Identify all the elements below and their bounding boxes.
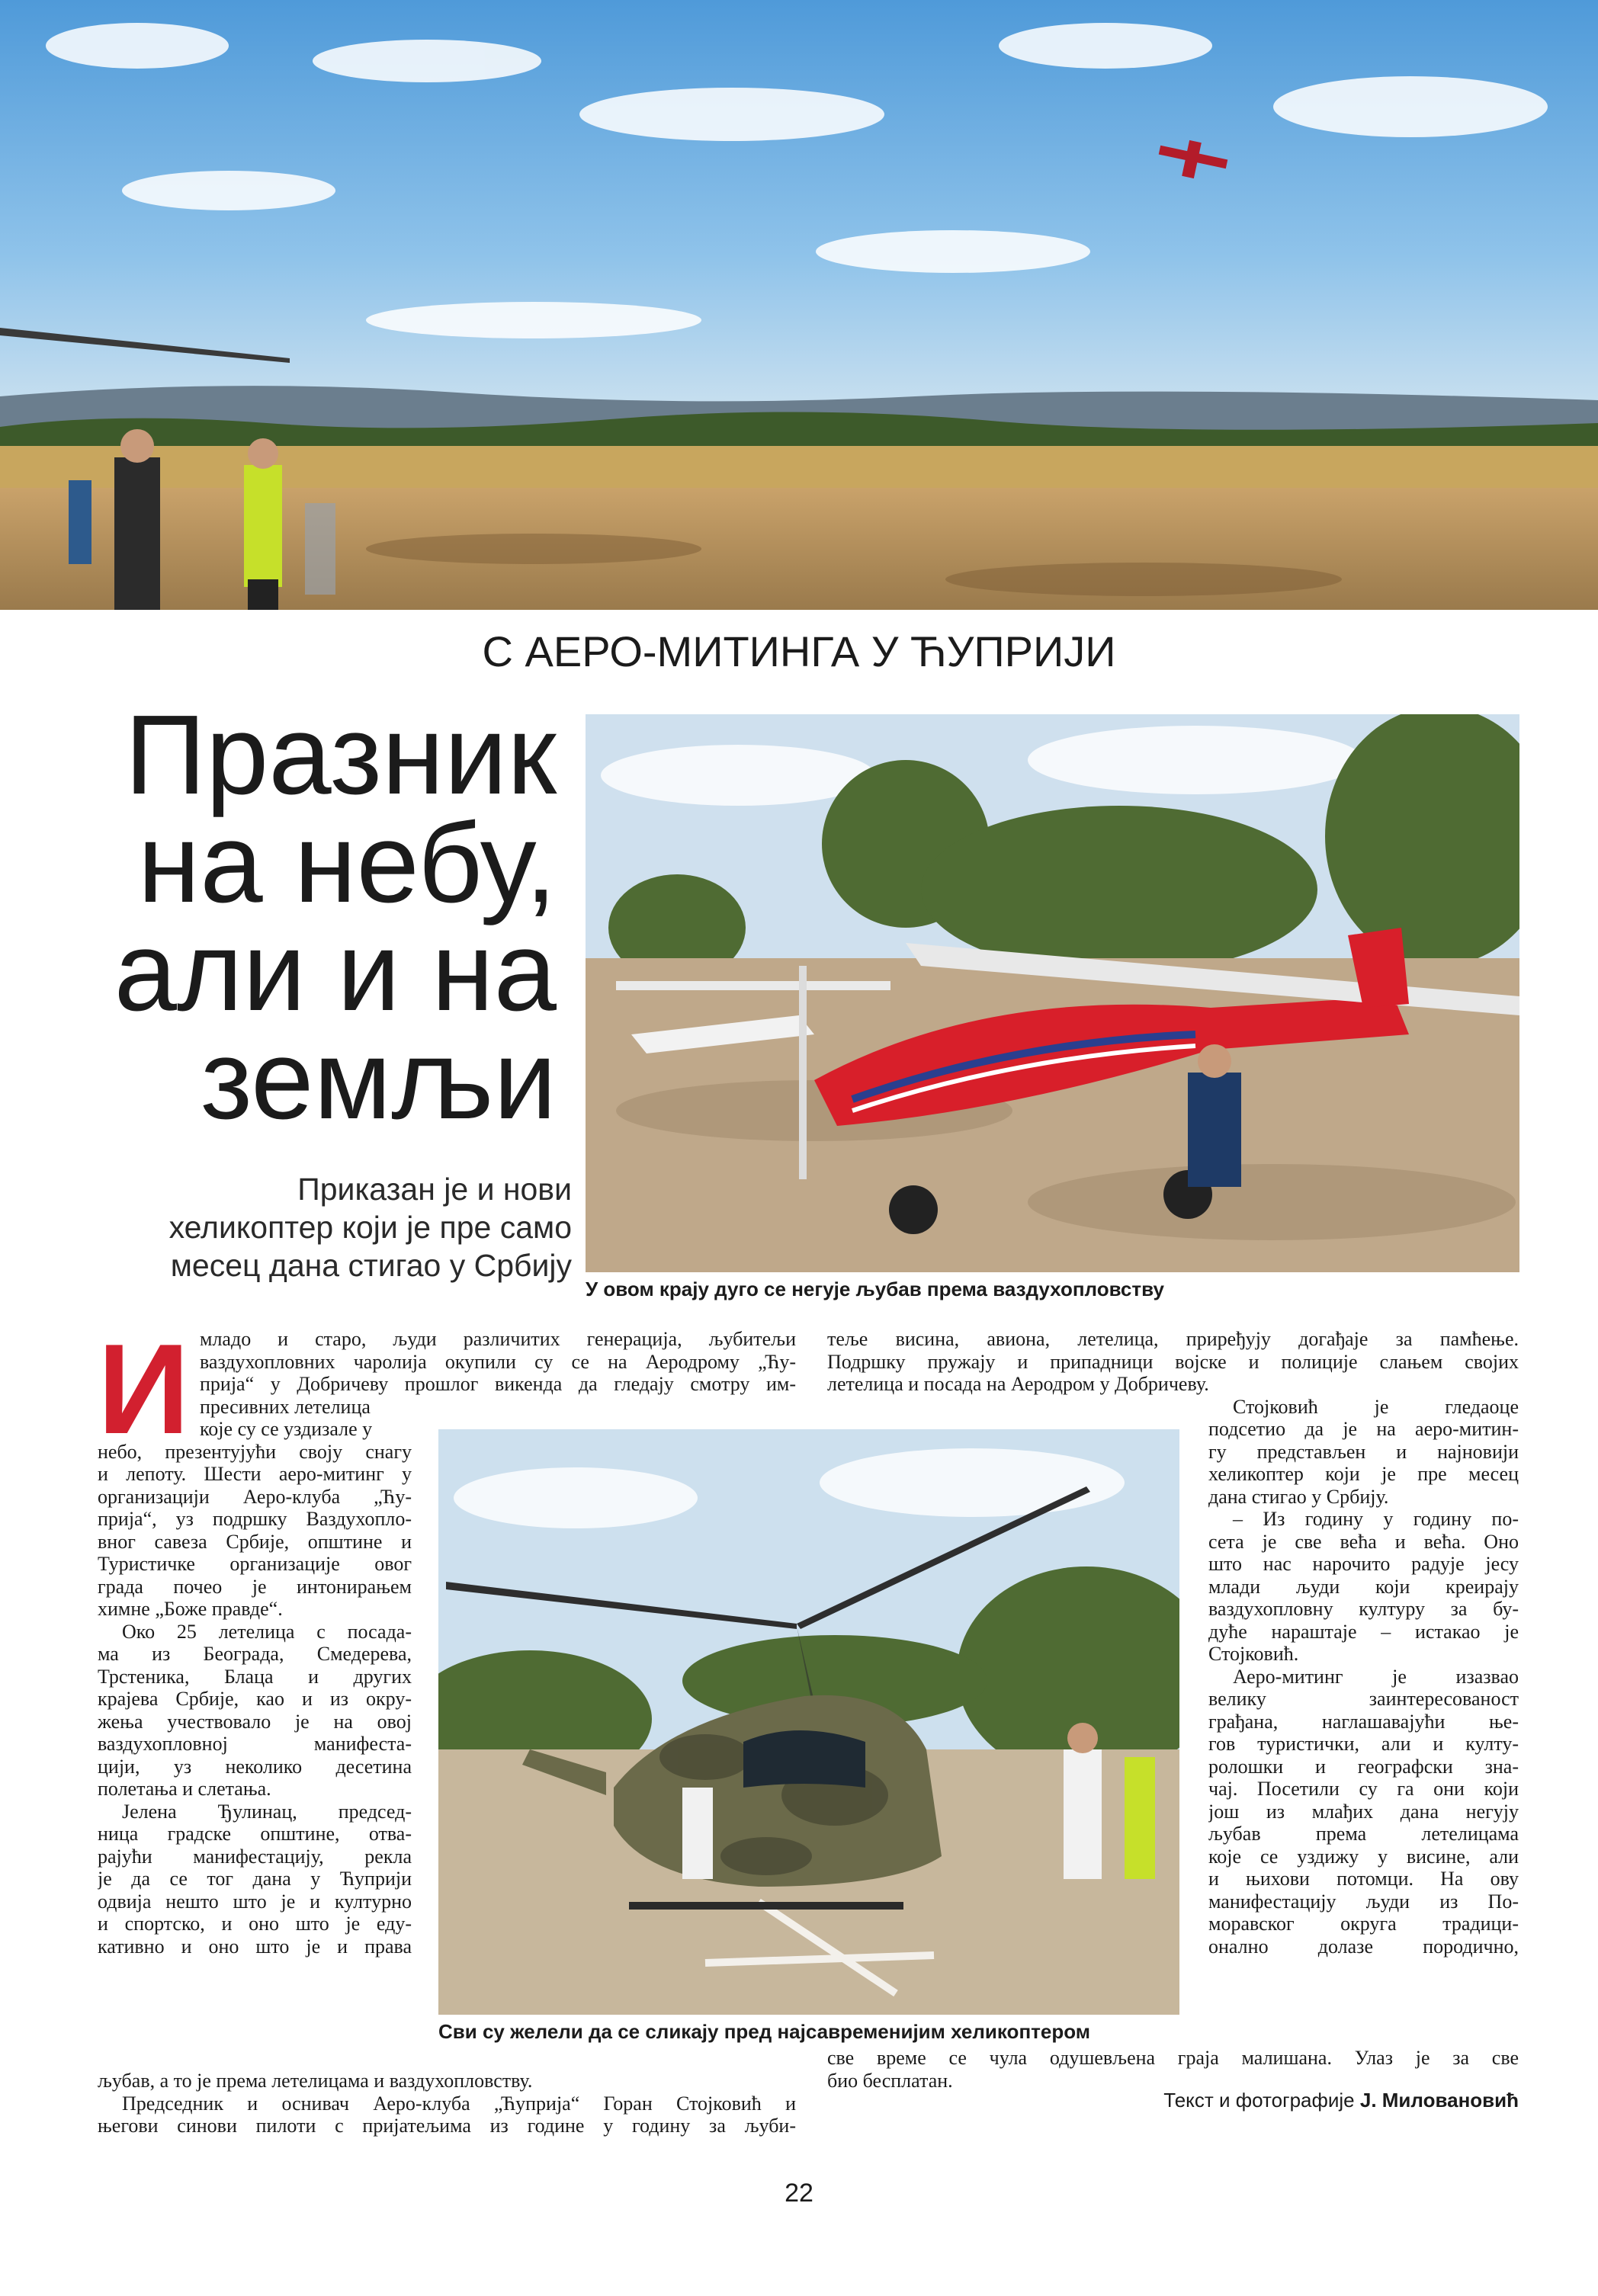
body-line: моравског округа традици- [1208, 1913, 1519, 1935]
body-line: Председник и оснивач Аеро-клуба „Ћуприја“ Горан Стојковић и [122, 2092, 796, 2115]
body-line: организацији Аеро-клуба „Ћу- [98, 1485, 412, 1508]
body-col1-narrow [98, 1441, 412, 1958]
credit-author: Ј. Миловановић [1359, 2089, 1519, 2112]
body-line: још из млађих дана негују [1208, 1800, 1519, 1823]
body-line: љубав, а то је према летелицама и ваздухопловству. [98, 2070, 533, 2092]
body-line: је да се тог дана у Ћуприји [98, 1868, 412, 1890]
body-line: Стојковић. [1208, 1643, 1299, 1665]
body-line: полетања и слетања. [98, 1778, 271, 1800]
body-line: млади људи који креирају [1208, 1575, 1519, 1598]
body-line: цији, уз неколико десетина [98, 1755, 412, 1778]
body-line: хеликоптер који је пре месец [1208, 1463, 1519, 1485]
airfield-panorama-image [0, 0, 1598, 610]
body-line: прија“ у Добричеву прошлог викенда да гледају смотру им- [200, 1373, 796, 1395]
body-line: и спортско, и оно што је еду- [98, 1913, 412, 1935]
airplanes-photo-caption: У овом крају дуго се негује љубав према ваздухопловству [586, 1278, 1164, 1300]
body-line: – Из годину у годину по- [1233, 1508, 1519, 1530]
headline [76, 692, 557, 1143]
author-credit [1052, 2089, 1519, 2112]
body-line: манифестацију људи из По- [1208, 1890, 1519, 1913]
body-line: дуће нараштаје – истакао је [1208, 1620, 1519, 1643]
helicopter-photo [438, 1429, 1179, 2015]
body-line: ролошки и географски зна- [1208, 1755, 1519, 1778]
body-line: и лепоту. Шести аеро-митинг у [98, 1463, 412, 1485]
body-line: Туристичке организације овог [98, 1553, 412, 1575]
body-line: ваздухопловних чаролија окупили су се на Аеродрому „Ћу- [200, 1350, 796, 1373]
body-line: љубав према летелицама [1208, 1823, 1519, 1845]
headline-line: земљи [200, 1017, 557, 1143]
deck-line: Приказан је и нови [297, 1172, 572, 1207]
body-line: сета је све већа и већа. Оно [1208, 1530, 1519, 1553]
deck-subtitle [114, 1170, 572, 1284]
airplanes-image [586, 714, 1519, 1272]
body-line: Аеро-митинг је изазвао [1233, 1665, 1519, 1688]
credit-prefix: Текст и фотографије [1163, 2089, 1360, 2112]
body-line: летелица и посада на Аеродром у Добричеву. [827, 1373, 1209, 1395]
body-line: прија“, уз подршку Ваздухопло- [98, 1508, 412, 1530]
body-line: Јелена Ђулинац, председ- [122, 1800, 412, 1823]
deck-line: месец дана стигао у Србију [170, 1248, 572, 1283]
headline-line: Празник [124, 692, 557, 818]
helicopter-photo-caption: Сви су желели да се сликају пред најсавременијим хеликоптером [438, 2020, 1090, 2043]
body-col1-bottom [98, 2070, 796, 2137]
body-line: подсетио да је на аеро-митин- [1208, 1418, 1519, 1440]
body-line: Око 25 летелица с посада- [122, 1620, 412, 1643]
body-line: одвија нешто што је и културно [98, 1890, 412, 1913]
body-line: био бесплатан. [827, 2069, 953, 2092]
body-col1-beside-dropcap [200, 1396, 413, 1441]
body-line: Стојковић је гледаоце [1233, 1395, 1519, 1418]
body-line: химне „Боже правде“. [98, 1598, 283, 1620]
body-line: пресивних летелица [200, 1395, 371, 1418]
body-line: небо, презентујући своју снагу [98, 1440, 412, 1463]
body-line: ваздухопловној манифеста- [98, 1733, 412, 1755]
page-number: 22 [785, 2179, 813, 2208]
body-line: рајући манифестацију, рекла [98, 1845, 412, 1868]
body-line: Подршку пружају и припадници војске и полиције слањем својих [827, 1350, 1519, 1373]
body-line: теље висина, авиона, летелица, приређују догађаје за памћење. [827, 1328, 1519, 1350]
body-line: велику заинтересованост [1208, 1688, 1519, 1710]
drop-cap: И [98, 1317, 190, 1461]
body-line: гов туристички, али и култу- [1208, 1733, 1519, 1755]
body-col2-narrow [1208, 1396, 1519, 1958]
body-line: грађана, наглашавајући ње- [1208, 1710, 1519, 1733]
headline-line: на небу, [137, 800, 557, 926]
body-line: које се уздижу у висине, али [1208, 1845, 1519, 1868]
top-banner-photo [0, 0, 1598, 610]
body-line: Трстеника, Блаца и других [98, 1665, 412, 1688]
deck-line: хеликоптер који је пре само [168, 1210, 572, 1245]
body-line: вног савеза Србије, општине и [98, 1530, 412, 1553]
body-line: онално долазе породично, [1208, 1935, 1519, 1958]
body-line: града почео је интонирањем [98, 1575, 412, 1598]
body-line: жења учествовало је на овој [98, 1710, 412, 1733]
body-line: ваздухопловну културу за бу- [1208, 1598, 1519, 1620]
body-line: дана стигао у Србију. [1208, 1485, 1389, 1508]
body-line: које су се уздизале у [200, 1418, 373, 1440]
body-col1-top [200, 1328, 796, 1396]
body-line: његови синови пилоти с пријатељима из године у годину за љуби- [98, 2115, 796, 2137]
body-line: што нас нарочито радује јесу [1208, 1553, 1519, 1575]
body-line: гу представљен и најновији [1208, 1440, 1519, 1463]
helicopter-image [438, 1429, 1179, 2015]
body-line: чај. Посетили су га они који [1208, 1778, 1519, 1800]
body-line: и њихови потомци. На ову [1208, 1868, 1519, 1890]
body-line: крајева Србије, као и из окру- [98, 1688, 412, 1710]
headline-line: али и на [114, 909, 557, 1034]
body-line: млaдо и старо, људи различитих генерација, љубитељи [200, 1328, 796, 1350]
body-line: ница градске општине, отва- [98, 1823, 412, 1845]
body-line: ма из Београда, Смедерева, [98, 1643, 412, 1665]
section-title: С АЕРО-МИТИНГА У ЋУПРИЈИ [482, 627, 1116, 675]
body-col2-top [827, 1328, 1519, 1396]
body-line: кативно и оно што је и права [98, 1935, 412, 1958]
airplanes-photo [586, 714, 1519, 1272]
body-col2-bottom [827, 2047, 1519, 2092]
body-line: све време се чула одушевљена граја малишана. Улаз је за све [827, 2047, 1519, 2069]
